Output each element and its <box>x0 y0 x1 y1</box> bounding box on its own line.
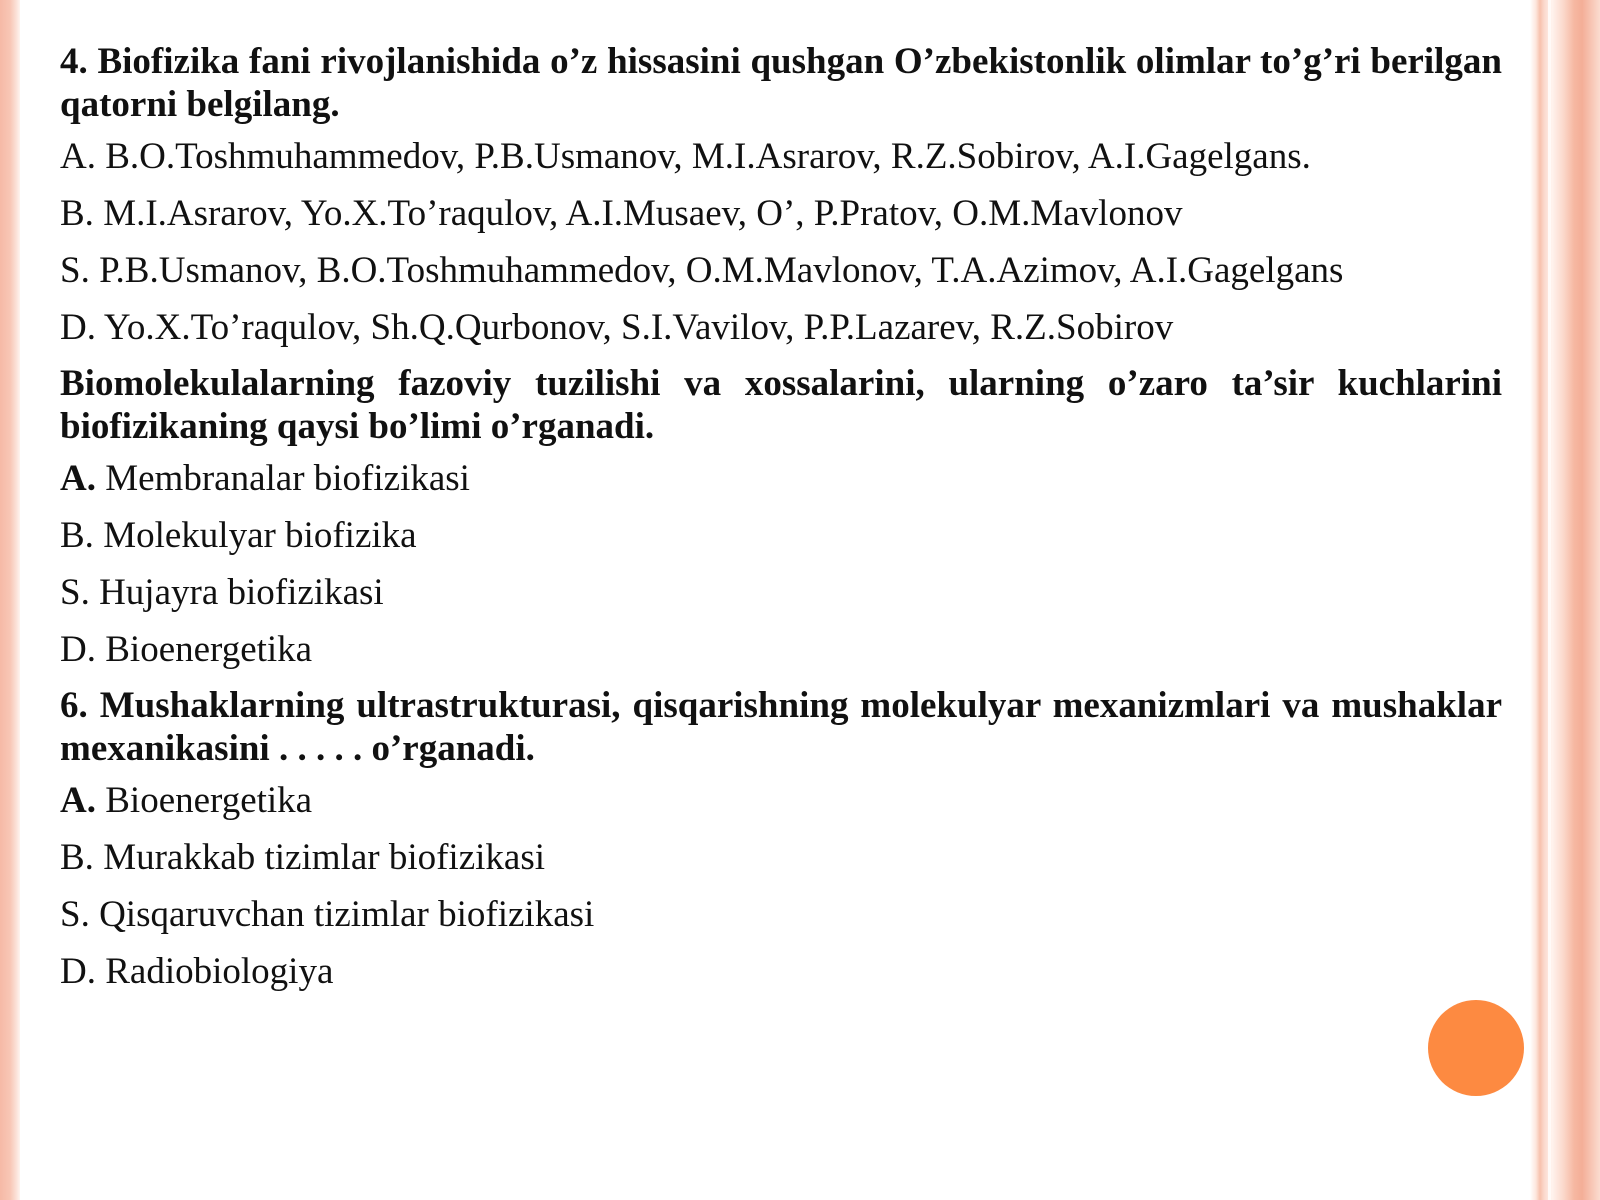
option-letter: B. <box>60 837 94 878</box>
option-letter: S. <box>60 572 90 613</box>
question-text: 6. Mushaklarning ultrastrukturasi, qisqarishning molekulyar mexanizmlari va mushaklar mexanikasini . . . . . o’rganadi. <box>60 685 1502 769</box>
option-s <box>60 248 1502 293</box>
option-text: Radiobiologiya <box>95 951 334 992</box>
option-s <box>60 892 1502 937</box>
option-s <box>60 570 1502 615</box>
option-a <box>60 778 1502 823</box>
option-text: Hujayra biofizikasi <box>89 572 384 613</box>
question-block-5 <box>60 362 1502 672</box>
option-text: Molekulyar biofizika <box>93 515 417 556</box>
option-d <box>60 949 1502 994</box>
option-d <box>60 627 1502 672</box>
option-letter: D. <box>60 629 96 670</box>
option-text: Bioenergetika <box>95 629 313 670</box>
option-letter: D. <box>60 307 96 348</box>
option-text: M.I.Asrarov, Yo.X.To’raqulov, A.I.Musaev, O’, P.Pratov, O.M.Mavlonov <box>93 193 1183 234</box>
option-letter: A. <box>60 136 96 177</box>
question-block-4 <box>60 40 1502 350</box>
option-letter: S. <box>60 894 90 935</box>
option-letter: S. <box>60 250 90 291</box>
option-letter: B. <box>60 193 94 234</box>
option-letter: A. <box>60 458 96 499</box>
option-a <box>60 134 1502 179</box>
slide-right-border <box>1530 0 1600 1200</box>
option-letter: A. <box>60 780 96 821</box>
border-stripe <box>1548 0 1551 1200</box>
option-a <box>60 456 1502 501</box>
option-text: Qisqaruvchan tizimlar biofizikasi <box>89 894 595 935</box>
option-text: P.B.Usmanov, B.O.Toshmuhammedov, O.M.Mavlonov, T.A.Azimov, A.I.Gagelgans <box>89 250 1344 291</box>
question-text: Biomolekulalarning fazoviy tuzilishi va xossalarini, ularning o’zaro ta’sir kuchlarini biofizikaning qaysi bo’limi o’rganadi. <box>60 363 1502 447</box>
option-text: Murakkab tizimlar biofizikasi <box>93 837 546 878</box>
option-b <box>60 835 1502 880</box>
option-d <box>60 305 1502 350</box>
option-letter: B. <box>60 515 94 556</box>
slide-left-border <box>0 0 20 1200</box>
option-text: B.O.Toshmuhammedov, P.B.Usmanov, M.I.Asrarov, R.Z.Sobirov, A.I.Gagelgans. <box>95 136 1311 177</box>
option-text: Yo.X.To’raqulov, Sh.Q.Qurbonov, S.I.Vavilov, P.P.Lazarev, R.Z.Sobirov <box>95 307 1174 348</box>
slide-accent-circle <box>1428 1000 1524 1096</box>
option-text: Bioenergetika <box>95 780 313 821</box>
option-b <box>60 191 1502 236</box>
option-b <box>60 513 1502 558</box>
question-block-6 <box>60 684 1502 994</box>
option-letter: D. <box>60 951 96 992</box>
option-text: Membranalar biofizikasi <box>95 458 470 499</box>
slide-content <box>60 40 1502 1006</box>
question-text: 4. Biofizika fani rivojlanishida o’z hissasini qushgan O’zbekistonlik olimlar to’g’ri berilgan qatorni belgilang. <box>60 41 1502 125</box>
